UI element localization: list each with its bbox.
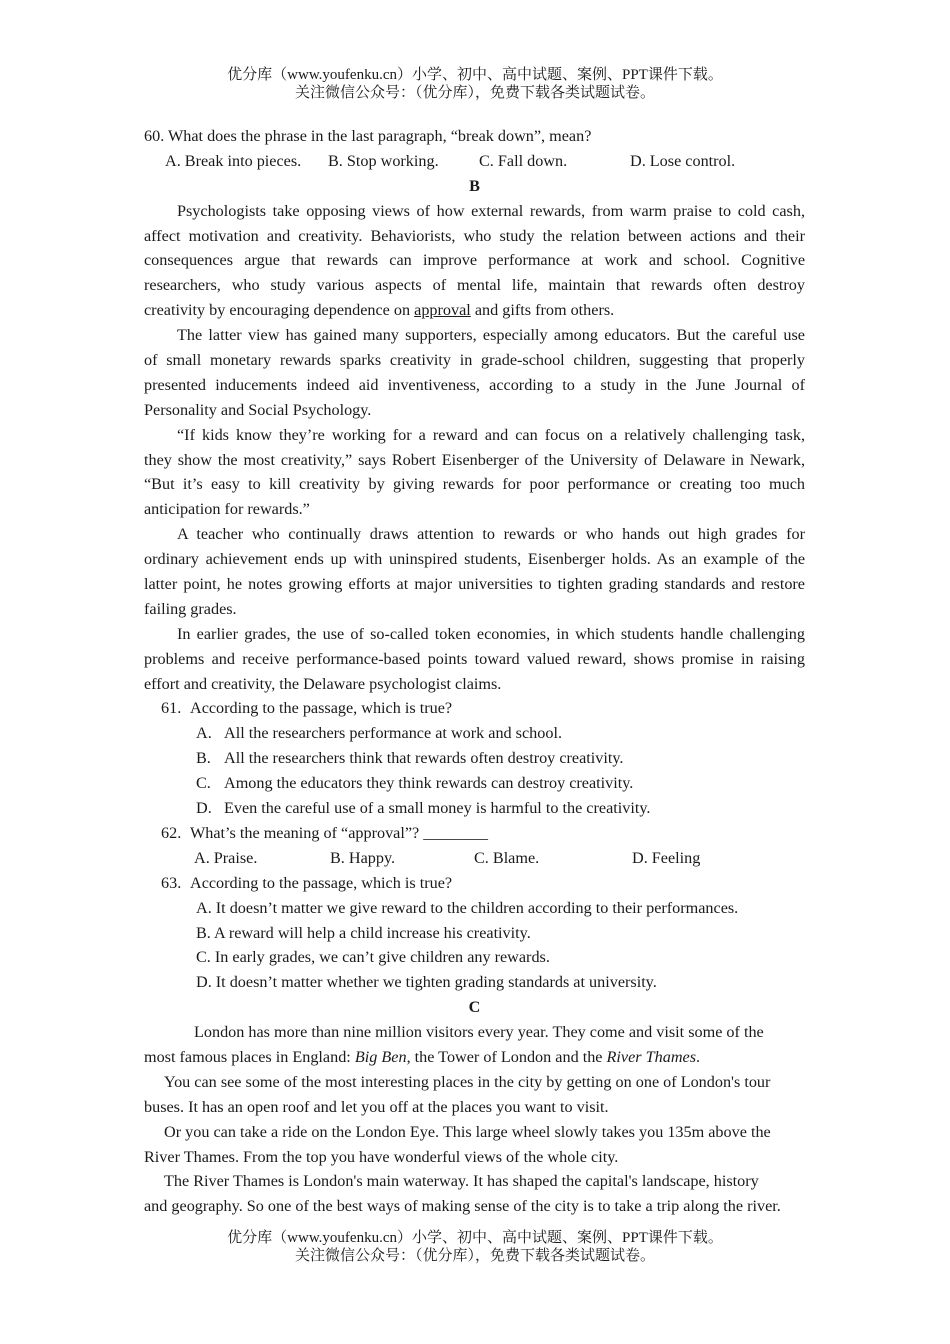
section-c-paragraph-1 <box>144 1020 805 1070</box>
text-span: , the Tower of London and the <box>406 1047 607 1066</box>
text-line: affect motivation and creativity. Behaviorists, who study the relation between actions and their <box>144 226 805 245</box>
text-line: “But it’s easy to kill creativity by giving rewards for poor performance or creating too much <box>144 475 805 494</box>
text-line: and geography. So one of the best ways of making sense of the city is to take a trip along the river. <box>144 1197 781 1216</box>
q63-stem <box>144 871 805 896</box>
italic-river-thames: River Thames <box>606 1047 696 1066</box>
text-line: they show the most creativity,” says Robert Eisenberger of the University of Delaware in Newark, <box>144 450 805 469</box>
q61-option-a <box>144 721 805 746</box>
question-text: What’s the meaning of “approval”? ________ <box>190 823 489 842</box>
header-line-2: 关注微信公众号：（优分库），免费下载各类试题试卷。 <box>294 85 655 101</box>
option-letter: B. <box>196 749 211 768</box>
text-line: Psychologists take opposing views of how external rewards, from warm praise to cold cash, <box>177 201 805 220</box>
text-span: and gifts from others. <box>470 301 615 320</box>
question-number: 61. <box>161 699 182 718</box>
underlined-word-approval: approval <box>414 301 471 320</box>
text-line: buses. It has an open roof and let you off at the places you want to visit. <box>144 1097 609 1116</box>
question-number: 63. <box>161 873 182 892</box>
q60-options <box>144 149 805 174</box>
page-content <box>144 124 805 1219</box>
q62-options <box>144 846 805 871</box>
section-b-paragraph-4 <box>144 522 805 622</box>
text-line: latter point, he notes growing efforts at major universities to tighten grading standards and restore <box>144 575 805 594</box>
q63-option-c: C. In early grades, we can’t give children any rewards. <box>196 948 550 967</box>
section-b-paragraph-5 <box>144 622 805 697</box>
section-c-paragraph-3 <box>144 1120 805 1170</box>
text-line: You can see some of the most interesting places in the city by getting on one of London's tour <box>164 1072 771 1091</box>
section-c-paragraph-2 <box>144 1070 805 1120</box>
section-c-heading: C <box>468 998 481 1017</box>
section-b-paragraph-3 <box>144 423 805 523</box>
text-line <box>144 1045 805 1070</box>
header-line-1: 优分库（www.youfenku.cn）小学、初中、高中试题、案例、PPT课件下载。 <box>227 67 723 83</box>
q60-stem: 60. What does the phrase in the last paragraph, “break down”, mean? <box>144 127 592 145</box>
text-line: anticipation for rewards.” <box>144 500 310 519</box>
q62-stem <box>144 821 805 846</box>
q62-option-c: C. Blame. <box>474 848 540 867</box>
text-line: of small monetary rewards sparks creativity in grade-school children, suggesting that properly <box>144 351 805 370</box>
section-c-paragraph-4 <box>144 1169 805 1219</box>
text-span: . <box>696 1047 701 1066</box>
text-line: The latter view has gained many supporters, especially among educators. But the careful use <box>177 326 805 345</box>
page-header <box>0 66 950 102</box>
text-line: London has more than nine million visitors every year. They come and visit some of the <box>194 1023 764 1042</box>
q61-stem <box>144 696 805 721</box>
text-line: researchers, who study various aspects of mental life, maintain that rewards often destroy <box>144 276 805 295</box>
q60-option-b: B. Stop working. <box>328 151 439 170</box>
option-text: All the researchers think that rewards often destroy creativity. <box>224 749 624 768</box>
text-line: In earlier grades, the use of so-called token economies, in which students handle challenging <box>177 624 805 643</box>
footer-line-1: 优分库（www.youfenku.cn）小学、初中、高中试题、案例、PPT课件下载。 <box>227 1230 723 1246</box>
text-line: River Thames. From the top you have wonderful views of the whole city. <box>144 1147 619 1166</box>
question-text: According to the passage, which is true? <box>190 873 453 892</box>
q60-option-c: C. Fall down. <box>479 151 568 170</box>
option-letter: D. <box>196 799 212 818</box>
q63-option-b: B. A reward will help a child increase his creativity. <box>196 923 531 942</box>
text-line: consequences argue that rewards can improve performance at work and school. Cognitive <box>144 251 805 270</box>
q60-option-d: D. Lose control. <box>630 151 736 170</box>
option-letter: C. <box>196 774 211 793</box>
text-line: presented inducements indeed aid inventiveness, according to a study in the June Journal of <box>144 375 805 394</box>
option-text: All the researchers performance at work and school. <box>224 724 562 743</box>
text-line: “If kids know they’re working for a reward and can focus on a relatively challenging task, <box>177 425 805 444</box>
page-footer <box>0 1229 950 1265</box>
section-b-paragraph-2 <box>144 323 805 423</box>
text-line: Personality and Social Psychology. <box>144 400 372 419</box>
text-line: A teacher who continually draws attention to rewards or who hands out high grades for <box>177 525 805 544</box>
text-line: effort and creativity, the Delaware psychologist claims. <box>144 674 502 693</box>
q63-option-a: A. It doesn’t matter we give reward to the children according to their performances. <box>196 898 739 917</box>
text-line: Or you can take a ride on the London Eye. This large wheel slowly takes you 135m above the <box>164 1122 771 1141</box>
italic-big-ben: Big Ben <box>354 1047 407 1066</box>
q62-option-b: B. Happy. <box>330 848 396 867</box>
q62-option-d: D. Feeling <box>632 848 701 867</box>
q61-option-c <box>144 771 805 796</box>
question-text: According to the passage, which is true? <box>190 699 453 718</box>
text-line: ordinary achievement ends up with uninspired students, Eisenberger holds. As an example of the <box>144 550 805 569</box>
q60-option-a: A. Break into pieces. <box>165 151 302 170</box>
q63-option-d: D. It doesn’t matter whether we tighten grading standards at university. <box>196 973 657 992</box>
text-span: most famous places in England: <box>144 1047 355 1066</box>
option-text: Even the careful use of a small money is harmful to the creativity. <box>224 799 651 818</box>
option-letter: A. <box>196 724 212 743</box>
q61-option-b <box>144 746 805 771</box>
section-b-paragraph-1 <box>144 199 805 323</box>
text-line: failing grades. <box>144 599 237 618</box>
footer-line-2: 关注微信公众号：（优分库），免费下载各类试题试卷。 <box>294 1248 655 1264</box>
text-line: The River Thames is London's main waterway. It has shaped the capital's landscape, history <box>164 1172 759 1191</box>
q62-option-a: A. Praise. <box>194 848 258 867</box>
option-text: Among the educators they think rewards can destroy creativity. <box>224 774 634 793</box>
question-number: 62. <box>161 823 182 842</box>
text-line: problems and receive performance-based points toward valued reward, shows promise in raising <box>144 649 805 668</box>
text-span: creativity by encouraging dependence on <box>144 301 415 320</box>
section-b-heading: B <box>469 176 480 195</box>
q61-option-d <box>144 796 805 821</box>
text-line <box>144 298 805 323</box>
